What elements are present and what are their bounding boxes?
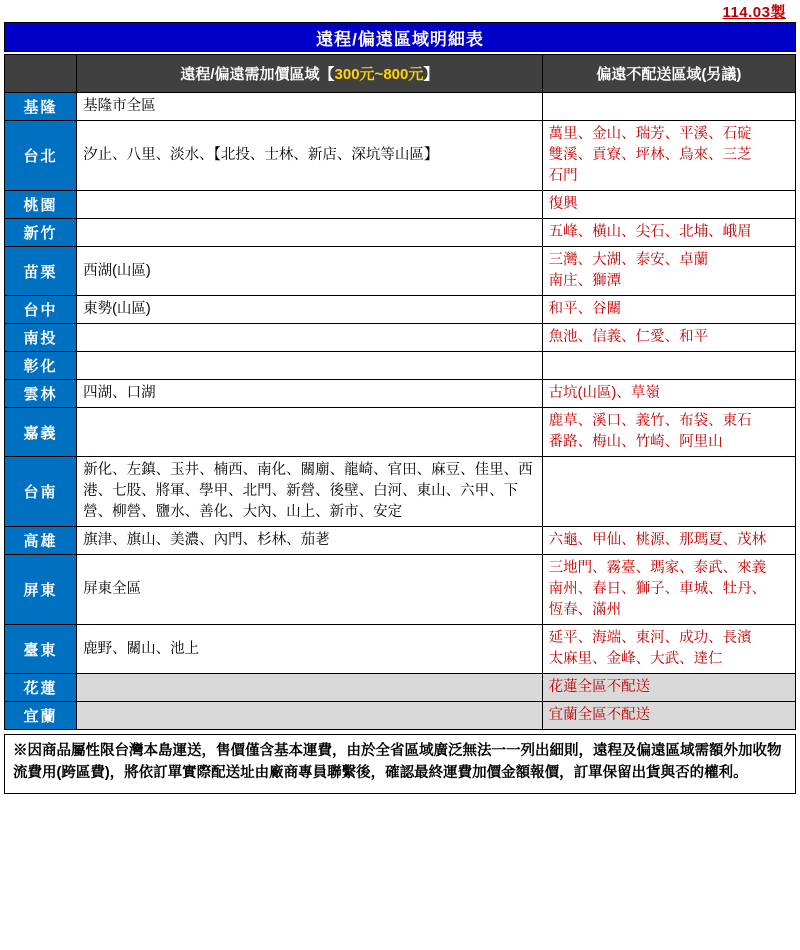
no-delivery-area-cell: 復興 [542,191,795,219]
surcharge-area-cell: 四湖、口湖 [77,380,543,408]
table-row [5,625,796,674]
no-delivery-area-cell: 六龜、甲仙、桃源、那瑪夏、茂林 [542,527,795,555]
region-cell: 南投 [5,324,77,352]
surcharge-area-cell: 西湖(山區) [77,247,543,296]
region-cell: 台南 [5,457,77,527]
table-row [5,219,796,247]
region-cell: 新竹 [5,219,77,247]
no-delivery-area-cell: 和平、谷關 [542,296,795,324]
no-delivery-area-cell: 鹿草、溪口、義竹、布袋、東石 番路、梅山、竹崎、阿里山 [542,408,795,457]
no-delivery-area-cell: 魚池、信義、仁愛、和平 [542,324,795,352]
surcharge-area-cell: 鹿野、關山、池上 [77,625,543,674]
no-delivery-area-cell: 宜蘭全區不配送 [542,702,795,730]
table-row [5,674,796,702]
table-row [5,191,796,219]
surcharge-area-cell: 汐止、八里、淡水、【北投、士林、新店、深坑等山區】 [77,121,543,191]
no-delivery-area-cell: 五峰、橫山、尖石、北埔、峨眉 [542,219,795,247]
no-delivery-area-cell [542,93,795,121]
surcharge-area-cell: 屏東全區 [77,555,543,625]
version-row [4,0,796,22]
region-cell: 高雄 [5,527,77,555]
table-row [5,324,796,352]
region-cell: 雲林 [5,380,77,408]
header-no-delivery-area: 偏遠不配送區域(另議) [542,55,795,93]
region-cell: 屏東 [5,555,77,625]
region-cell: 基隆 [5,93,77,121]
surcharge-area-cell [77,324,543,352]
header-surcharge-suffix: 】 [423,66,439,83]
table-header [5,55,796,93]
header-region [5,55,77,93]
no-delivery-area-cell: 三灣、大湖、泰安、卓蘭 南庄、獅潭 [542,247,795,296]
surcharge-area-cell: 基隆市全區 [77,93,543,121]
table-row [5,93,796,121]
surcharge-area-cell [77,674,543,702]
surcharge-area-cell: 東勢(山區) [77,296,543,324]
table-body [5,93,796,730]
no-delivery-area-cell: 古坑(山區)、草嶺 [542,380,795,408]
version-stamp: 114.03製 [722,4,786,21]
no-delivery-area-cell: 三地門、霧臺、瑪家、泰武、來義 南州、春日、獅子、車城、牡丹、 恆春、滿州 [542,555,795,625]
table-row [5,296,796,324]
table-row [5,247,796,296]
region-cell: 宜蘭 [5,702,77,730]
surcharge-area-cell: 新化、左鎮、玉井、楠西、南化、關廟、龍崎、官田、麻豆、佳里、西港、七股、將軍、學甲、北門、新營、後壁、白河、東山、六甲、下營、柳營、鹽水、善化、大內、山上、新市、安定 [77,457,543,527]
no-delivery-area-cell [542,352,795,380]
surcharge-area-cell [77,191,543,219]
region-cell: 台北 [5,121,77,191]
region-cell: 臺東 [5,625,77,674]
table-row [5,555,796,625]
region-cell: 嘉義 [5,408,77,457]
header-surcharge-area [77,55,543,93]
header-surcharge-prefix: 遠程/偏遠需加價區域【 [180,66,335,83]
document-title: 遠程/偏遠區域明細表 [4,22,796,52]
header-surcharge-price: 300元~800元 [334,66,424,83]
no-delivery-area-cell: 萬里、金山、瑞芳、平溪、石碇 雙溪、貢寮、坪林、烏來、三芝 石門 [542,121,795,191]
region-cell: 桃園 [5,191,77,219]
surcharge-area-cell: 旗津、旗山、美濃、內門、杉林、茄荖 [77,527,543,555]
surcharge-area-cell [77,352,543,380]
table-row [5,380,796,408]
surcharge-area-cell [77,408,543,457]
no-delivery-area-cell: 花蓮全區不配送 [542,674,795,702]
table-row [5,527,796,555]
table-row [5,702,796,730]
surcharge-area-cell [77,219,543,247]
no-delivery-area-cell: 延平、海端、東河、成功、長濱 太麻里、金峰、大武、達仁 [542,625,795,674]
header-row [5,55,796,93]
table-row [5,352,796,380]
table-row [5,121,796,191]
region-cell: 彰化 [5,352,77,380]
footer-note: ※因商品屬性限台灣本島運送，售價僅含基本運費，由於全省區域廣泛無法一一列出細則，遠程及偏遠區域需額外加收物流費用(跨區費)，將依訂單實際配送址由廠商專員聯繫後，確認最終運費加價金額報價，訂單保留出貨與否的權利。 [4,734,796,794]
delivery-area-table [4,54,796,730]
region-cell: 苗栗 [5,247,77,296]
table-row [5,408,796,457]
region-cell: 台中 [5,296,77,324]
region-cell: 花蓮 [5,674,77,702]
surcharge-area-cell [77,702,543,730]
table-row [5,457,796,527]
no-delivery-area-cell [542,457,795,527]
